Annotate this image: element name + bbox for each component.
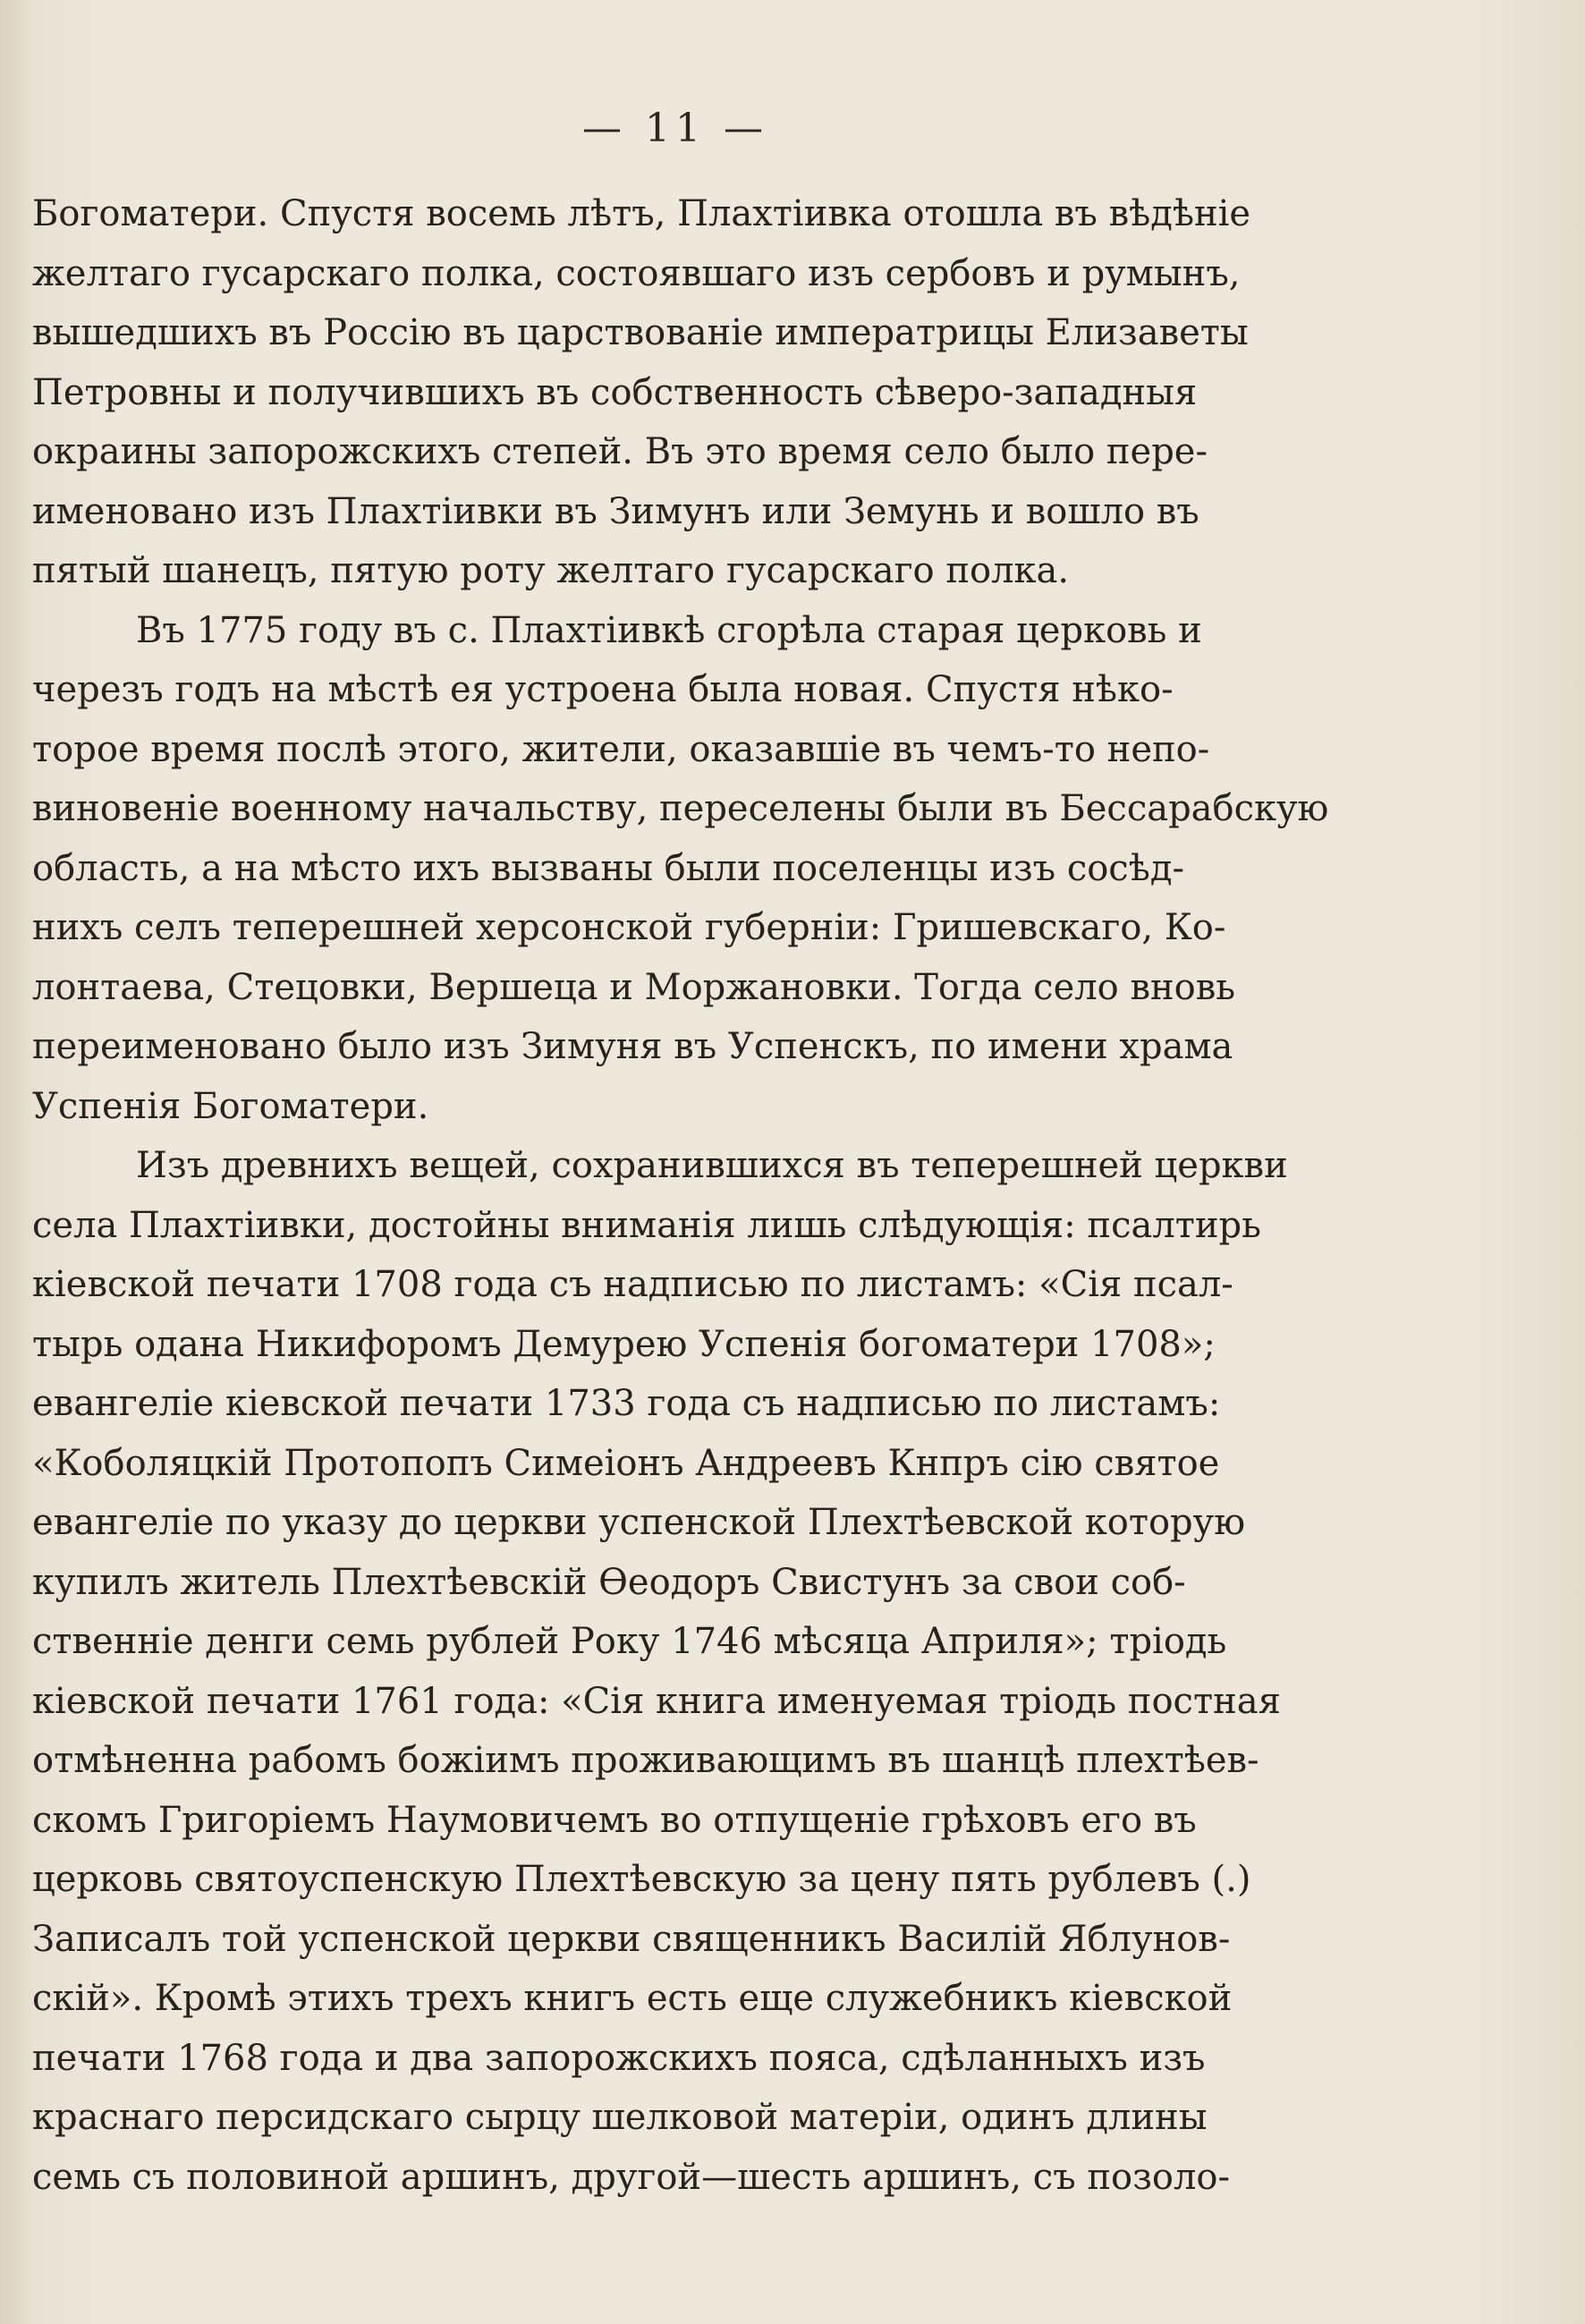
text-line: переименовано было изъ Зимуня въ Успенскъ, по имени храма xyxy=(32,1026,1233,1067)
text-line: «Коболяцкій Протопопъ Симеіонъ Андреевъ Кнпръ сію святое xyxy=(32,1442,1220,1484)
text-line: купилъ житель Плехтѣевскій Ѳеодоръ Свистунъ за свои соб- xyxy=(32,1561,1186,1603)
text-line: семь съ половиной аршинъ, другой—шесть аршинъ, съ позоло- xyxy=(32,2156,1231,2198)
text-line: Въ 1775 году въ с. Плахтіивкѣ сгорѣла старая церковь и xyxy=(136,609,1202,651)
text-line: область, а на мѣсто ихъ вызваны были поселенцы изъ сосѣд- xyxy=(32,847,1184,889)
text-line: села Плахтіивки, достойны вниманія лишь слѣдующія: псалтирь xyxy=(32,1204,1261,1246)
text-line: Богоматери. Спустя восемь лѣтъ, Плахтіивка отошла въ вѣдѣніе xyxy=(32,193,1251,234)
text-line: торое время послѣ этого, жители, оказавшіе въ чемъ-то непо- xyxy=(32,728,1210,770)
text-line: печати 1768 года и два запорожскихъ пояса, сдѣланныхъ изъ xyxy=(32,2037,1206,2079)
text-line: именовано изъ Плахтіивки въ Зимунъ или Земунь и вошло въ xyxy=(32,490,1199,532)
text-line: лонтаева, Стецовки, Вершеца и Моржановки. Тогда село вновь xyxy=(32,966,1235,1008)
text-line: Петровны и получившихъ въ собственность сѣверо-западныя xyxy=(32,371,1198,413)
text-line: кіевской печати 1708 года съ надписью по листамъ: «Сія псал- xyxy=(32,1264,1233,1305)
text-line: нихъ селъ теперешней херсонской губерніи: Гришевскаго, Ко- xyxy=(32,907,1226,948)
text-line: скомъ Григоріемъ Наумовичемъ во отпущеніе грѣховъ его въ xyxy=(32,1799,1197,1841)
text-line: церковь святоуспенскую Плехтѣевскую за цену пять рублевъ (.) xyxy=(32,1859,1251,1900)
text-line: краснаго персидскаго сырцу шелковой матеріи, одинъ длины xyxy=(32,2097,1208,2138)
text-line: желтаго гусарскаго полка, состоявшаго изъ сербовъ и румынъ, xyxy=(32,252,1241,294)
text-line: кіевской печати 1761 года: «Сія книга именуемая тріодь постная xyxy=(32,1680,1281,1722)
text-line: вышедшихъ въ Россію въ царствованіе императрицы Елизаветы xyxy=(32,312,1249,353)
text-line: пятый шанецъ, пятую роту желтаго гусарскаго полка. xyxy=(32,550,1070,591)
body-text xyxy=(32,184,1340,2207)
paragraph xyxy=(32,1136,1340,2207)
text-line: евангеліе по указу до церкви успенской Плехтѣевской которую xyxy=(32,1502,1246,1543)
text-line: Изъ древнихъ вещей, сохранившихся въ теперешней церкви xyxy=(136,1145,1288,1186)
text-line: Записалъ той успенской церкви священникъ Василій Яблунов- xyxy=(32,1918,1231,1960)
text-line: тырь одана Никифоромъ Демурею Успенія богоматери 1708»; xyxy=(32,1323,1216,1365)
text-line: отмѣненна рабомъ божіимъ проживающимъ въ шанцѣ плехтѣев- xyxy=(32,1740,1259,1781)
text-line: скій». Кромѣ этихъ трехъ книгъ есть еще служебникъ кіевской xyxy=(32,1978,1233,2019)
text-line: окраины запорожскихъ степей. Въ это время село было пере- xyxy=(32,431,1208,472)
text-line: Успенія Богоматери. xyxy=(32,1085,429,1127)
paragraph xyxy=(32,601,1340,1137)
text-line: черезъ годъ на мѣстѣ ея устроена была новая. Спустя нѣко- xyxy=(32,669,1174,710)
text-line: ственніе денги семь рублей Року 1746 мѣсяца Априля»; тріодь xyxy=(32,1621,1227,1662)
page-number: — 11 — xyxy=(582,106,768,151)
text-line: виновеніе военному начальству, переселены были въ Бессарабскую xyxy=(32,788,1329,829)
text-line: евангеліе кіевской печати 1733 года съ надписью по листамъ: xyxy=(32,1383,1221,1424)
paragraph xyxy=(32,184,1340,601)
